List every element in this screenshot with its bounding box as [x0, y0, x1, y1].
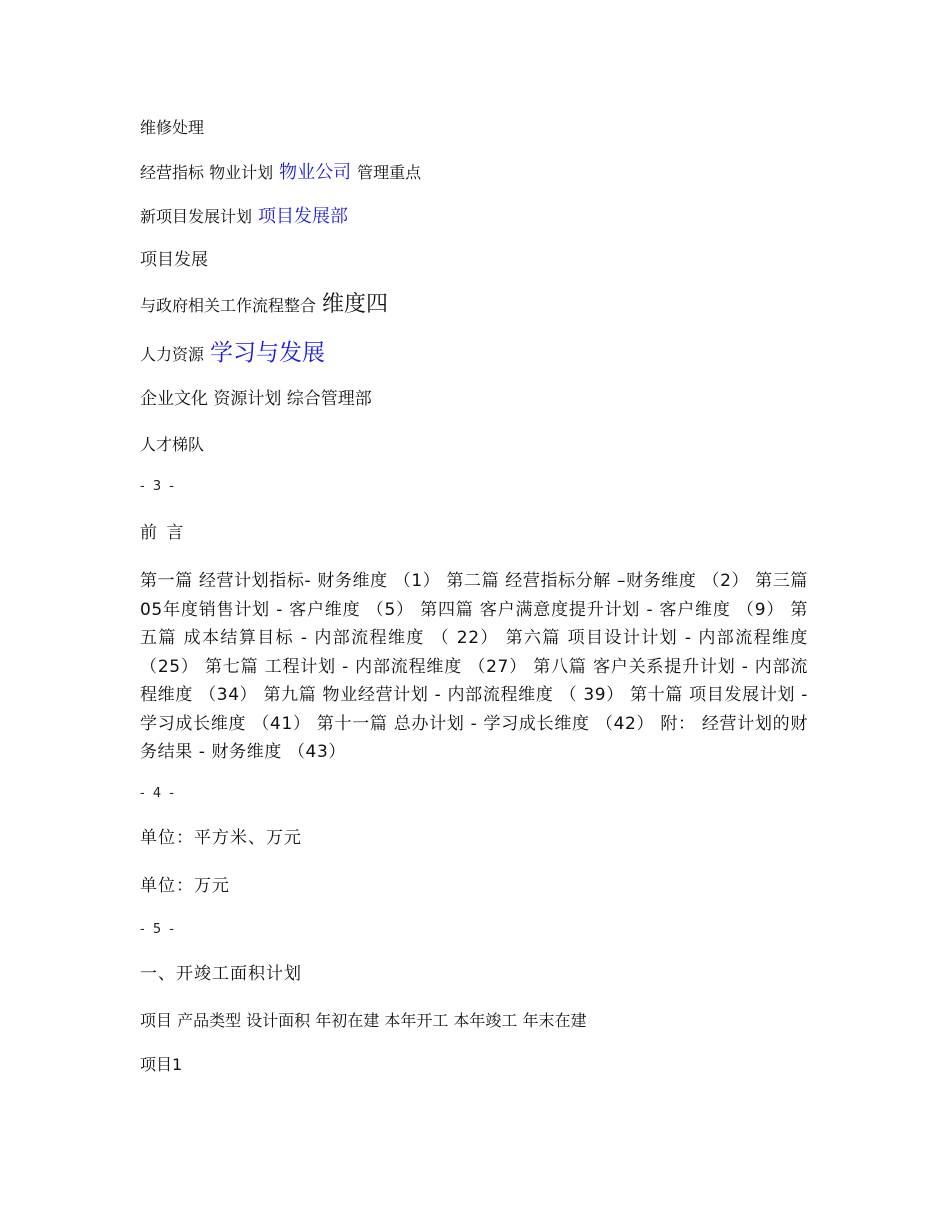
text-business-property-plan: 经营指标 物业计划	[140, 163, 274, 182]
text-line-business-indicators	[140, 162, 421, 184]
text-line-project-development: 项目发展	[140, 250, 208, 270]
unit-label-area-money: 单位：平方米、万元	[140, 828, 302, 848]
text-line-maintenance: 维修处理	[140, 118, 205, 137]
link-learning-growth[interactable]: 学习与发展	[210, 340, 326, 366]
table-of-contents: 第一篇 经营计划指标- 财务维度 （1） 第二篇 经营指标分解 –财务维度 （2） 第三篇 05年度销售计划 - 客户维度 （5） 第四篇 客户满意度提升计划 - 客户维度 （9） 第五篇 成本结算目标 - 内部流程维度 （ 22） 第六篇 项目设计计划 - 内部流程维度 （25） 第七篇 工程计划 - 内部流程维度 （27） 第八篇 客户关系提升计划 - 内部流程维度 （34） 第九篇 物业经营计划 - 内部流程维度 （ 39） 第十篇 项目发展计划 - 学习成长维度 （41） 第十一篇 总办计划 - 学习成长维度 （42） 附： 经营计划的财务结果 - 财务维度 （43）	[140, 571, 808, 762]
page-number-5: - 5 -	[140, 922, 176, 937]
link-project-dev-dept[interactable]: 项目发展部	[258, 206, 349, 227]
text-line-new-project-plan	[140, 206, 348, 228]
text-line-government-process	[140, 292, 388, 318]
text-new-project-plan: 新项目发展计划	[140, 207, 253, 226]
text-line-hr	[140, 340, 325, 368]
preface-title: 前 言	[140, 523, 186, 543]
unit-label-money: 单位：万元	[140, 876, 230, 896]
text-government-process: 与政府相关工作流程整合	[140, 296, 317, 315]
text-line-talent-ladder: 人才梯队	[140, 435, 205, 454]
table-row-project-1: 项目1	[140, 1055, 183, 1074]
page-number-3: - 3 -	[140, 479, 176, 494]
text-line-corporate-culture: 企业文化 资源计划 综合管理部	[140, 389, 372, 409]
text-hr: 人力资源	[140, 345, 205, 364]
text-dimension-four: 维度四	[322, 292, 389, 317]
link-property-company[interactable]: 物业公司	[279, 162, 352, 183]
table-header-row: 项目 产品类型 设计面积 年初在建 本年开工 本年竣工 年末在建	[140, 1011, 587, 1030]
page-number-4: - 4 -	[140, 786, 176, 801]
section-heading: 一、开竣工面积计划	[140, 964, 302, 984]
text-management-focus: 管理重点	[357, 163, 422, 182]
